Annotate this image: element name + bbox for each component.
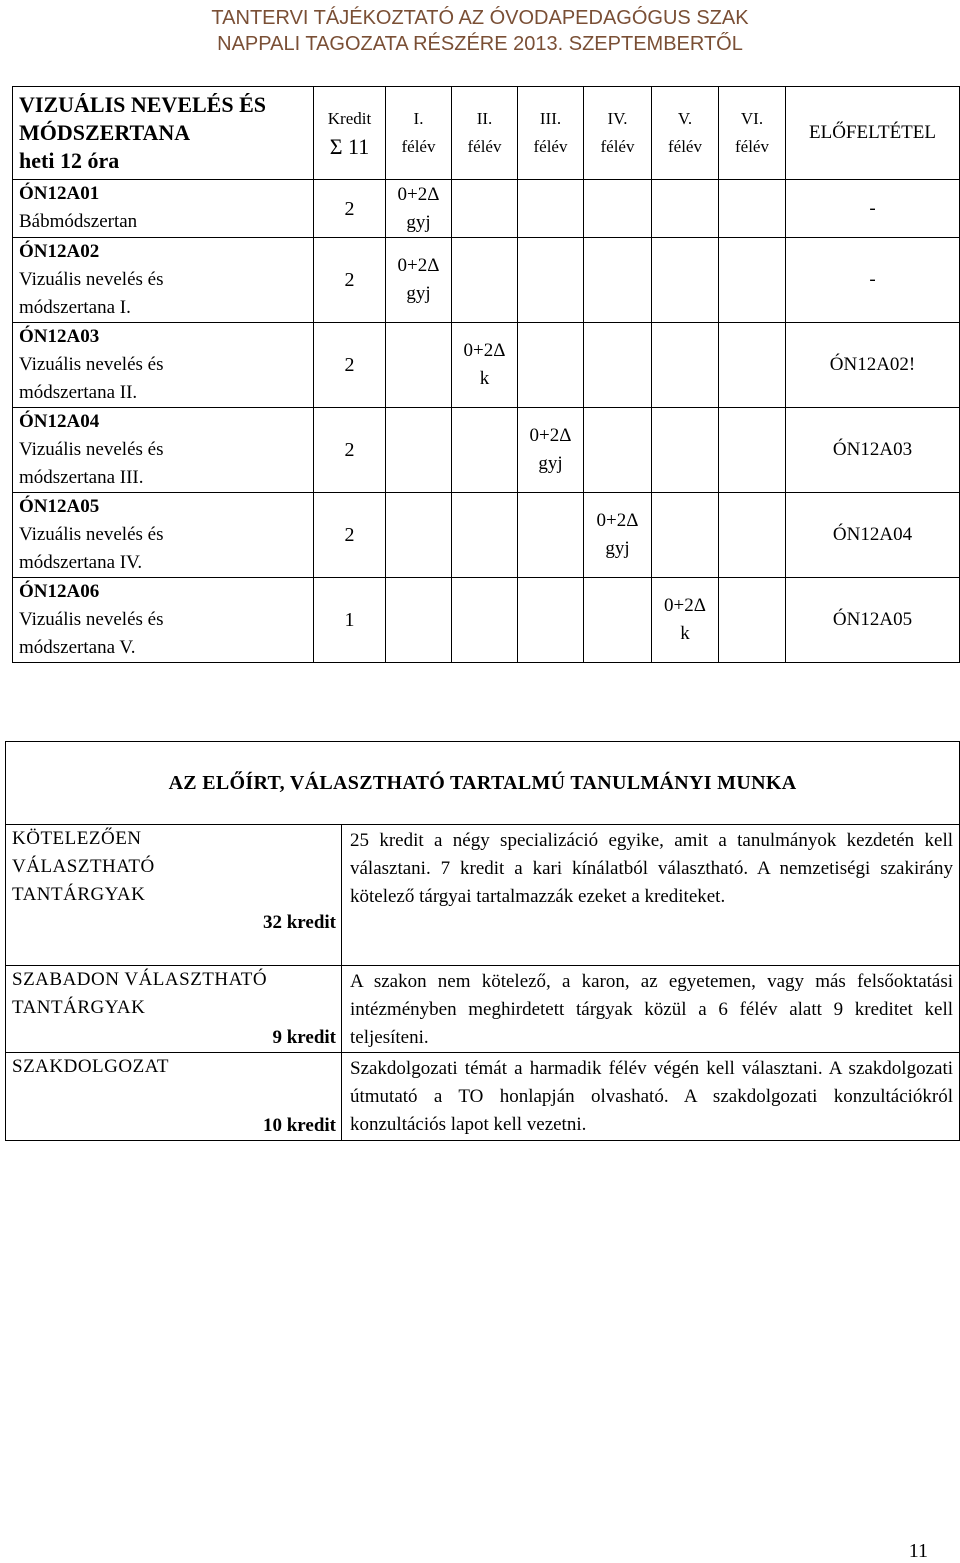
semester-num: V. xyxy=(677,109,693,128)
hours: 0+2Δ xyxy=(397,183,440,205)
semester-cell xyxy=(518,578,584,663)
subject-name: Bábmódszertan xyxy=(19,211,138,232)
subject-name: Vizuális nevelés és xyxy=(19,609,164,630)
hours: 0+2Δ xyxy=(596,510,639,531)
semester-label: félév xyxy=(401,137,436,156)
credit-cell: 1 xyxy=(314,578,386,663)
prereq-cell: - xyxy=(786,238,960,323)
prereq-cell: - xyxy=(786,180,960,238)
semester-header-3 xyxy=(518,87,584,180)
semester-cell xyxy=(518,180,584,238)
kredit-header xyxy=(314,87,386,180)
header-line-2: NAPPALI TAGOZATA RÉSZÉRE 2013. SZEPTEMBERTŐL xyxy=(217,33,743,55)
semester-num: I. xyxy=(413,109,424,128)
semester-label: félév xyxy=(735,137,769,156)
subject-cell xyxy=(13,408,314,493)
header-line-1: TANTERVI TÁJÉKOZTATÓ AZ ÓVODAPEDAGÓGUS SZAK xyxy=(211,7,749,29)
module-title-2: MÓDSZERTANA xyxy=(19,120,191,145)
semester-cell xyxy=(584,323,652,408)
semester-cell xyxy=(518,493,584,578)
semester-cell xyxy=(518,323,584,408)
semester-cell xyxy=(386,323,452,408)
subject-row xyxy=(13,408,960,493)
semester-cell xyxy=(584,238,652,323)
elective-label-cell xyxy=(6,1053,342,1141)
hours: 0+2Δ xyxy=(397,255,440,276)
semester-cell xyxy=(452,408,518,493)
semester-cell xyxy=(584,180,652,238)
subject-row xyxy=(13,323,960,408)
elective-label-cell xyxy=(6,966,342,1053)
elective-label: VÁLASZTHATÓ xyxy=(12,856,155,877)
semester-num: VI. xyxy=(740,109,764,128)
kredit-total: Σ 11 xyxy=(329,134,370,159)
semester-cell xyxy=(652,408,719,493)
subject-name: módszertana II. xyxy=(19,382,138,403)
semester-cell xyxy=(652,238,719,323)
subject-row xyxy=(13,180,960,238)
prereq-cell: ÓN12A03 xyxy=(786,408,960,493)
semester-cell xyxy=(584,578,652,663)
elective-title-row xyxy=(6,742,960,825)
semester-cell xyxy=(386,578,452,663)
semester-cell xyxy=(386,238,452,323)
semester-num: IV. xyxy=(607,109,628,128)
prereq-cell: ÓN12A04 xyxy=(786,493,960,578)
semester-cell xyxy=(719,323,786,408)
credit-cell: 2 xyxy=(314,180,386,238)
module-title-3: heti 12 óra xyxy=(19,148,120,173)
elective-label: TANTÁRGYAK xyxy=(12,884,146,905)
credit-cell: 2 xyxy=(314,493,386,578)
exam-type: gyj xyxy=(406,211,431,233)
module-title-cell xyxy=(13,87,314,180)
subject-row xyxy=(13,238,960,323)
credit-cell: 2 xyxy=(314,408,386,493)
semester-cell xyxy=(386,493,452,578)
page-number: 11 xyxy=(908,1540,928,1562)
elective-description: 25 kredit a négy specializáció egyike, amit a tanulmányok kezdetén kell választani. 7 kredit a kari kínálatból választható. A nemzetiségi szakirány kötelező tárgyai tartalmazzák ezeket a krediteket. xyxy=(342,825,960,966)
exam-type: gyj xyxy=(538,453,563,474)
semester-cell xyxy=(452,238,518,323)
semester-cell xyxy=(452,578,518,663)
elective-credit: 10 kredit xyxy=(262,1115,336,1136)
elective-table xyxy=(5,741,960,1141)
semester-cell xyxy=(386,408,452,493)
subject-row xyxy=(13,493,960,578)
elective-credit: 9 kredit xyxy=(272,1027,336,1048)
elective-description: Szakdolgozati témát a harmadik félév végén kell választani. A szakdolgozati útmutató a TO honlapján olvasható. A szakdolgozati konzultációkról konzultációs lapot kell vezetni. xyxy=(342,1053,960,1141)
semester-cell xyxy=(452,493,518,578)
semester-num: II. xyxy=(476,109,493,128)
subject-cell xyxy=(13,238,314,323)
semester-header-1 xyxy=(386,87,452,180)
semester-cell xyxy=(719,578,786,663)
elective-label: SZAKDOLGOZAT xyxy=(12,1056,169,1077)
prereq-cell: ÓN12A05 xyxy=(786,578,960,663)
elective-title: AZ ELŐÍRT, VÁLASZTHATÓ TARTALMÚ TANULMÁNYI MUNKA xyxy=(6,742,960,825)
subject-code: ÓN12A04 xyxy=(19,411,100,432)
exam-type: gyj xyxy=(605,538,630,559)
hours: 0+2Δ xyxy=(463,340,506,361)
hours: 0+2Δ xyxy=(664,595,706,616)
semester-header-6 xyxy=(719,87,786,180)
semester-cell xyxy=(719,238,786,323)
document-header xyxy=(140,5,820,57)
semester-header-5 xyxy=(652,87,719,180)
subject-code: ÓN12A02 xyxy=(19,241,100,262)
elective-row xyxy=(6,1053,960,1141)
semester-cell xyxy=(452,323,518,408)
subject-name: módszertana V. xyxy=(19,637,136,658)
semester-label: félév xyxy=(533,137,568,156)
exam-type: k xyxy=(479,368,490,389)
semester-cell xyxy=(719,408,786,493)
kredit-label: Kredit xyxy=(327,109,372,128)
semester-cell xyxy=(652,578,719,663)
semester-cell xyxy=(652,180,719,238)
subject-cell xyxy=(13,180,314,238)
elective-description: A szakon nem kötelező, a karon, az egyetemen, vagy más felsőoktatási intézményben meghirdetett tárgyak közül a 6 félév alatt 9 kreditet kell teljesíteni. xyxy=(342,966,960,1053)
semester-cell xyxy=(518,238,584,323)
subject-cell xyxy=(13,578,314,663)
semester-label: félév xyxy=(467,137,502,156)
subject-code: ÓN12A01 xyxy=(19,183,100,204)
semester-label: félév xyxy=(600,137,635,156)
subject-name: Vizuális nevelés és xyxy=(19,354,164,375)
elective-label: TANTÁRGYAK xyxy=(12,997,146,1018)
semester-header-4 xyxy=(584,87,652,180)
prereq-cell: ÓN12A02! xyxy=(786,323,960,408)
subject-name: módszertana I. xyxy=(19,297,131,318)
elective-row xyxy=(6,825,960,966)
subject-code: ÓN12A06 xyxy=(19,581,100,602)
exam-type: k xyxy=(680,623,690,644)
exam-type: gyj xyxy=(406,283,431,304)
semester-cell xyxy=(652,323,719,408)
elective-credit: 32 kredit xyxy=(262,912,336,933)
hours: 0+2Δ xyxy=(529,425,572,446)
header-row xyxy=(13,87,960,180)
credit-cell: 2 xyxy=(314,323,386,408)
subject-cell xyxy=(13,323,314,408)
module-table xyxy=(12,86,960,663)
semester-header-2 xyxy=(452,87,518,180)
semester-cell xyxy=(584,493,652,578)
subject-name: módszertana IV. xyxy=(19,552,143,573)
subject-name: módszertana III. xyxy=(19,467,144,488)
credit-cell: 2 xyxy=(314,238,386,323)
elective-label-cell xyxy=(6,825,342,966)
subject-name: Vizuális nevelés és xyxy=(19,439,164,460)
semester-cell xyxy=(719,180,786,238)
semester-cell xyxy=(652,493,719,578)
semester-label: félév xyxy=(668,137,702,156)
module-title-1: VIZUÁLIS NEVELÉS ÉS xyxy=(19,92,266,117)
subject-cell xyxy=(13,493,314,578)
semester-num: III. xyxy=(539,109,562,128)
subject-row xyxy=(13,578,960,663)
subject-name: Vizuális nevelés és xyxy=(19,269,164,290)
semester-cell xyxy=(719,493,786,578)
prereq-header: ELŐFELTÉTEL xyxy=(786,87,960,180)
subject-code: ÓN12A05 xyxy=(19,496,100,517)
elective-row xyxy=(6,966,960,1053)
elective-label: KÖTELEZŐEN xyxy=(12,828,142,849)
subject-code: ÓN12A03 xyxy=(19,326,100,347)
semester-cell xyxy=(452,180,518,238)
semester-cell xyxy=(386,180,452,238)
semester-cell xyxy=(584,408,652,493)
semester-cell xyxy=(518,408,584,493)
subject-name: Vizuális nevelés és xyxy=(19,524,164,545)
elective-label: SZABADON VÁLASZTHATÓ xyxy=(12,969,268,990)
